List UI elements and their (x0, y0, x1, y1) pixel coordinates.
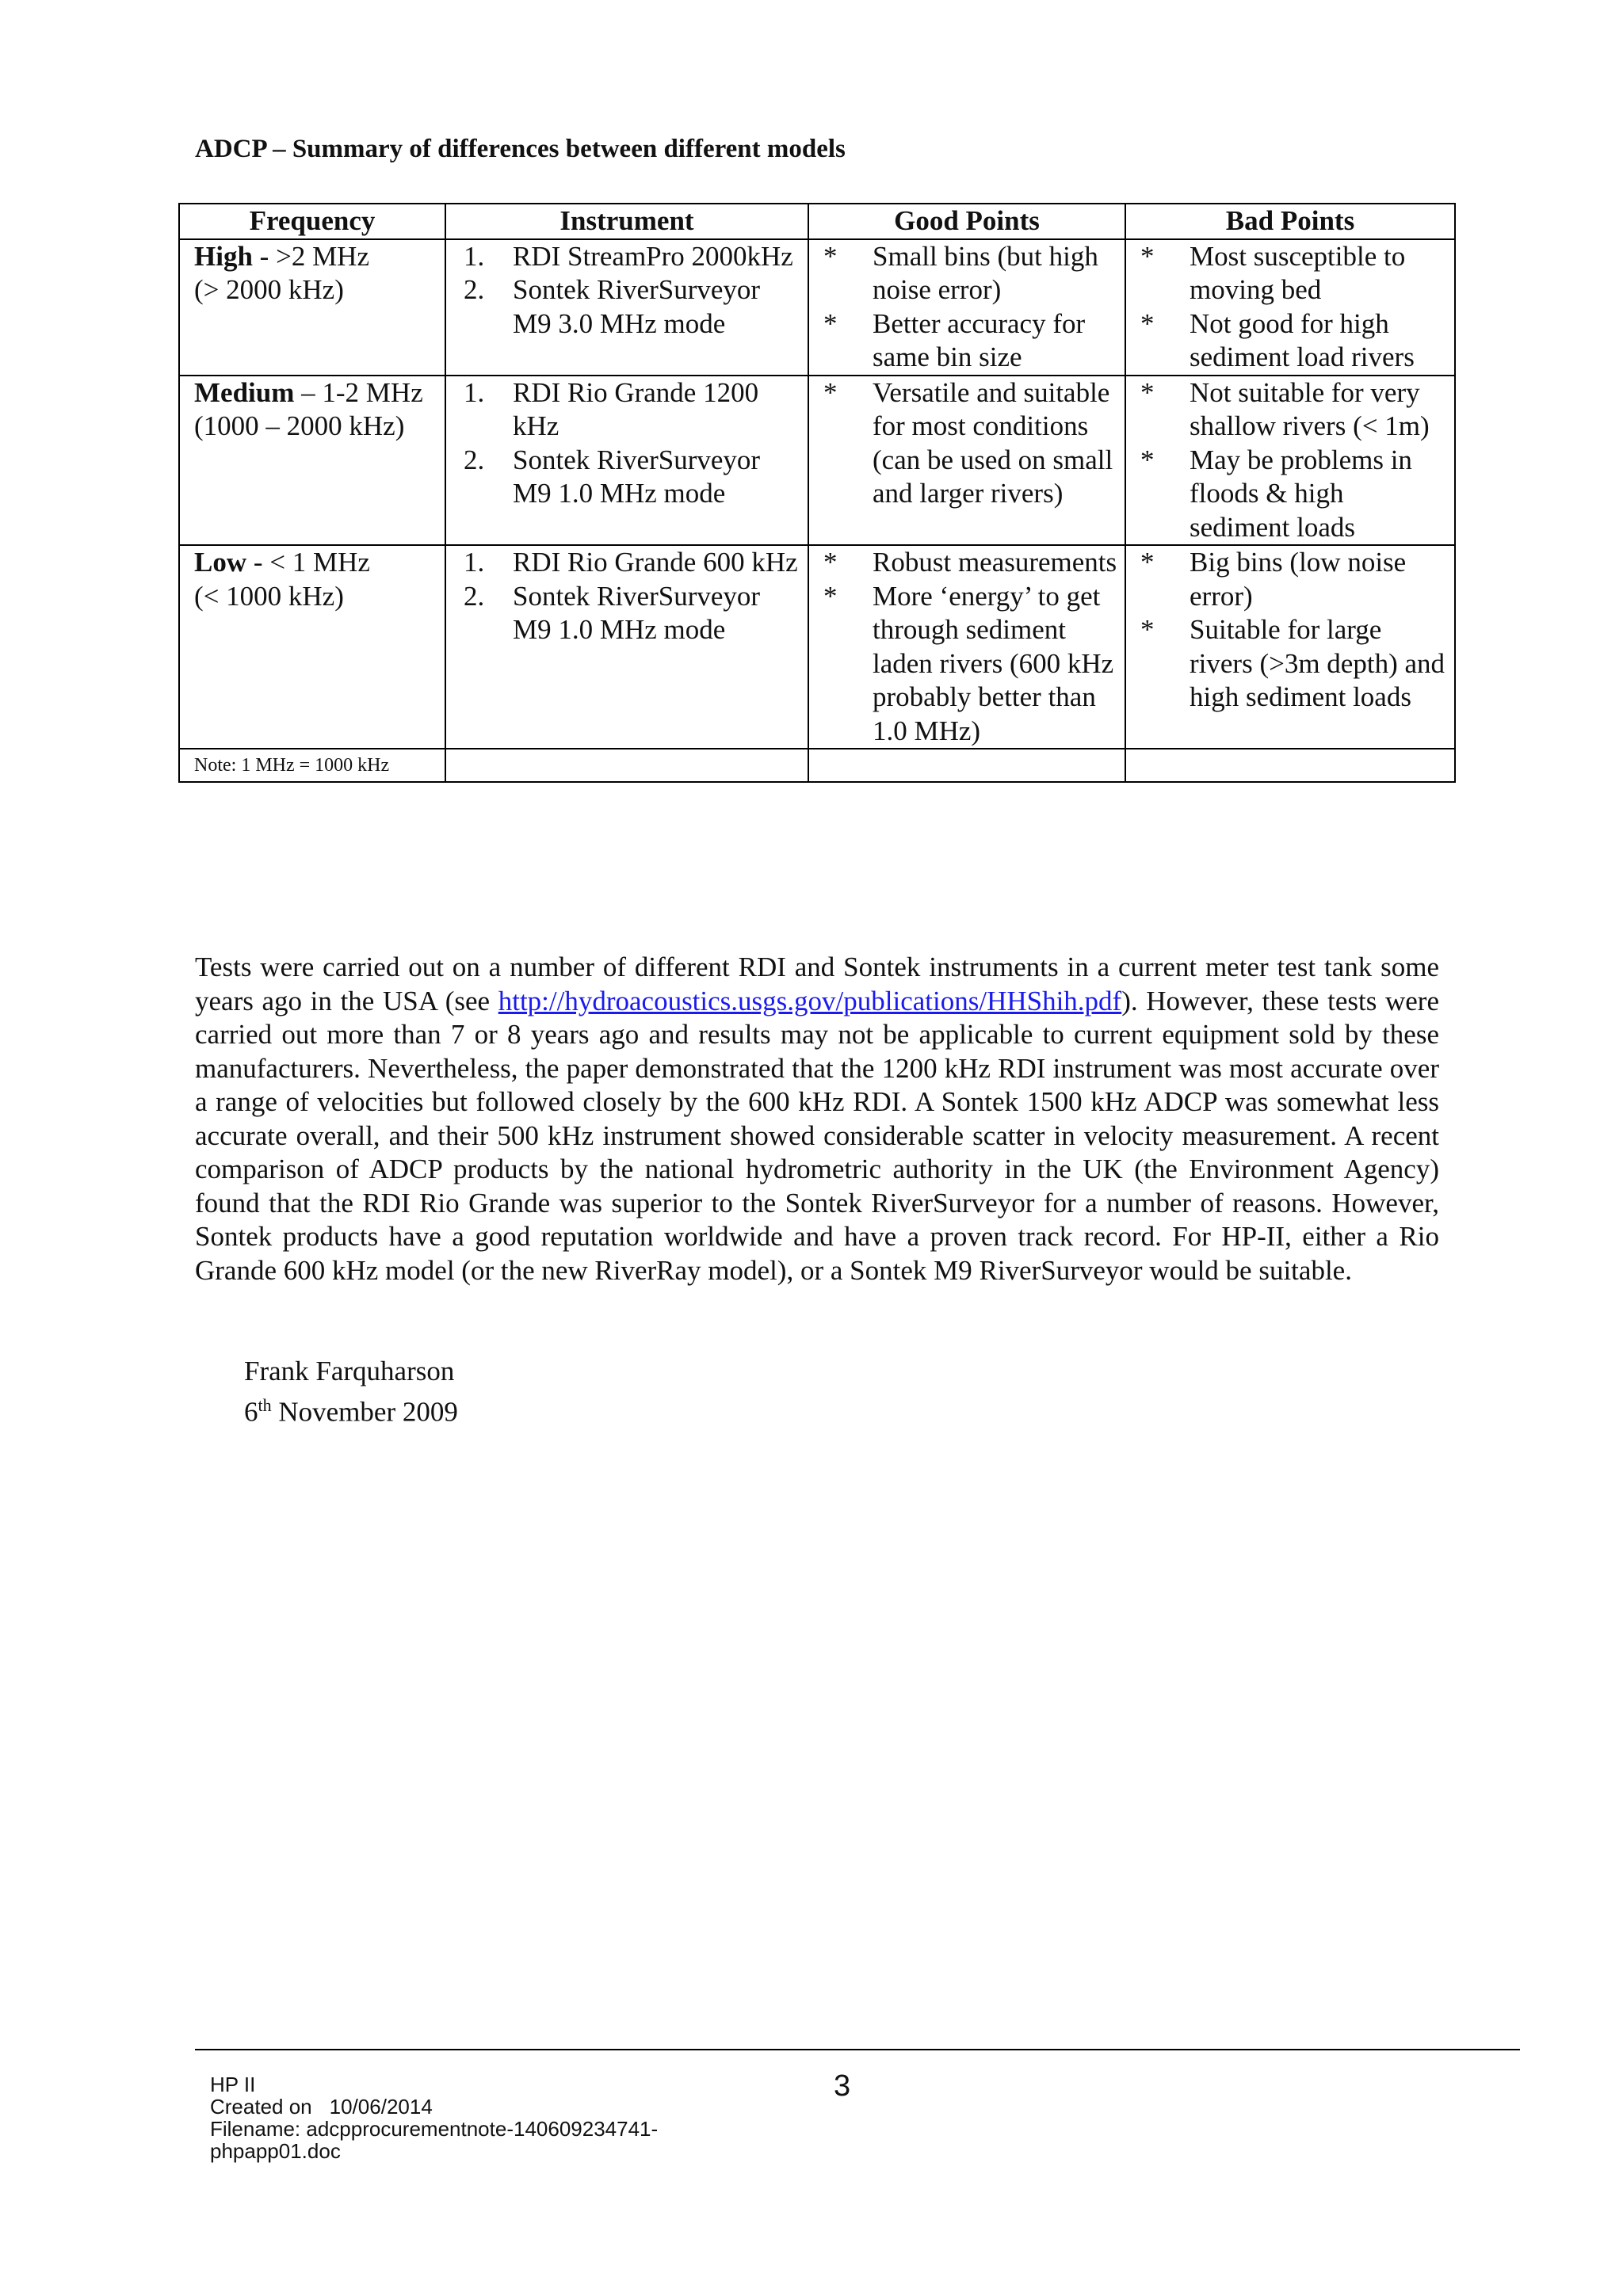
header-frequency: Frequency (179, 204, 445, 239)
list-item: * More ‘energy’ to get through sediment laden rivers (600 kHz probably better than 1.0 MHz) (823, 580, 1114, 746)
list-item: * Not suitable for very shallow rivers (< 1m) (1140, 376, 1430, 441)
empty-cell (808, 749, 1125, 782)
page-title: ADCP – Summary of differences between different models (195, 135, 846, 163)
signature-block (244, 1355, 458, 1429)
list-item: * Robust measurements (823, 547, 1117, 578)
signature-date: 6th November 2009 (244, 1394, 458, 1428)
good-points-cell (808, 545, 1125, 749)
frequency-label: Low (194, 547, 247, 578)
table-note: Note: 1 MHz = 1000 kHz (179, 749, 445, 782)
bad-points-cell (1125, 376, 1455, 546)
list-item: 1. RDI Rio Grande 1200 kHz (464, 376, 759, 441)
list-item: * Better accuracy for same bin size (823, 307, 1086, 372)
summary-table (178, 203, 1456, 783)
header-good-points: Good Points (808, 204, 1125, 239)
table-row-high (179, 239, 1455, 376)
bad-points-cell (1125, 545, 1455, 749)
frequency-cell (179, 239, 445, 376)
frequency-range: (1000 – 2000 kHz) (194, 410, 405, 441)
footer-project: HP II (210, 2073, 256, 2096)
good-points-cell (808, 239, 1125, 376)
frequency-range: (> 2000 kHz) (194, 274, 344, 305)
table-row-low (179, 545, 1455, 749)
instrument-cell (445, 545, 808, 749)
list-item: * Versatile and suitable for most conditions (can be used on small and larger rivers) (823, 376, 1113, 509)
list-item: * Not good for high sediment load rivers (1140, 307, 1415, 372)
list-item: 2. Sontek RiverSurveyor M9 1.0 MHz mode (464, 580, 761, 645)
frequency-cell (179, 545, 445, 749)
body-paragraph: Tests were carried out on a number of different RDI and Sontek instruments in a current meter test tank some years ago in the USA (see http://hydroacoustics.usgs.gov/publications/HHShih.pdf). However, these tests were carried out more than 7 or 8 years ago and results may not be applicable to current equipment sold by these manufacturers. Nevertheless, the paper demonstrated that the 1200 kHz RDI instrument was most accurate over a range of velocities but followed closely by the 600 kHz RDI. A Sontek 1500 kHz ADCP was somewhat less accurate overall, and their 500 kHz instrument showed considerable scatter in velocity measurement. A recent comparison of ADCP products by the national hydrometric authority in the UK (the Environment Agency) found that the RDI Rio Grande was superior to the Sontek RiverSurveyor for a number of reasons. However, Sontek products have a good reputation worldwide and have a proven track record. For HP-II, either a Rio Grande 600 kHz model (or the new RiverRay model), or a Sontek M9 RiverSurveyor would be suitable. (195, 952, 1440, 1286)
frequency-value: – 1-2 MHz (294, 376, 423, 408)
footer-filename: Filename: adcpprocurementnote-140609234741- (210, 2117, 659, 2141)
footer-created: Created on 10/06/2014 (210, 2095, 433, 2119)
footer-divider (195, 2049, 1520, 2050)
author-name: Frank Farquharson (244, 1356, 455, 1386)
usgs-report-link[interactable]: http://hydroacoustics.usgs.gov/publications/HHShih.pdf (498, 985, 1122, 1016)
page-number: 3 (834, 2069, 851, 2103)
header-bad-points: Bad Points (1125, 204, 1455, 239)
list-item: 1. RDI StreamPro 2000kHz (464, 240, 793, 272)
frequency-label: Medium (194, 376, 295, 408)
footer-info (210, 2073, 658, 2162)
frequency-value: - >2 MHz (252, 240, 369, 272)
frequency-cell (179, 376, 445, 546)
frequency-value: - < 1 MHz (246, 547, 370, 578)
table-header-row (179, 204, 1455, 239)
instrument-cell (445, 239, 808, 376)
list-item: * Big bins (low noise error) (1140, 547, 1407, 612)
footer-filename-cont: phpapp01.doc (210, 2139, 341, 2163)
table-row-medium (179, 376, 1455, 546)
frequency-label: High (194, 240, 253, 272)
instrument-cell (445, 376, 808, 546)
list-item: * May be problems in floods & high sediment loads (1140, 444, 1412, 543)
frequency-range: (< 1000 kHz) (194, 580, 344, 612)
bad-points-cell (1125, 239, 1455, 376)
list-item: 2. Sontek RiverSurveyor M9 1.0 MHz mode (464, 444, 761, 509)
empty-cell (1125, 749, 1455, 782)
list-item: 1. RDI Rio Grande 600 kHz (464, 547, 798, 578)
empty-cell (445, 749, 808, 782)
header-instrument: Instrument (445, 204, 808, 239)
table-note-row (179, 749, 1455, 782)
list-item: 2. Sontek RiverSurveyor M9 3.0 MHz mode (464, 274, 761, 339)
list-item: * Small bins (but high noise error) (823, 240, 1098, 305)
list-item: * Most susceptible to moving bed (1140, 240, 1406, 305)
good-points-cell (808, 376, 1125, 546)
list-item: * Suitable for large rivers (>3m depth) and high sediment loads (1140, 614, 1445, 712)
